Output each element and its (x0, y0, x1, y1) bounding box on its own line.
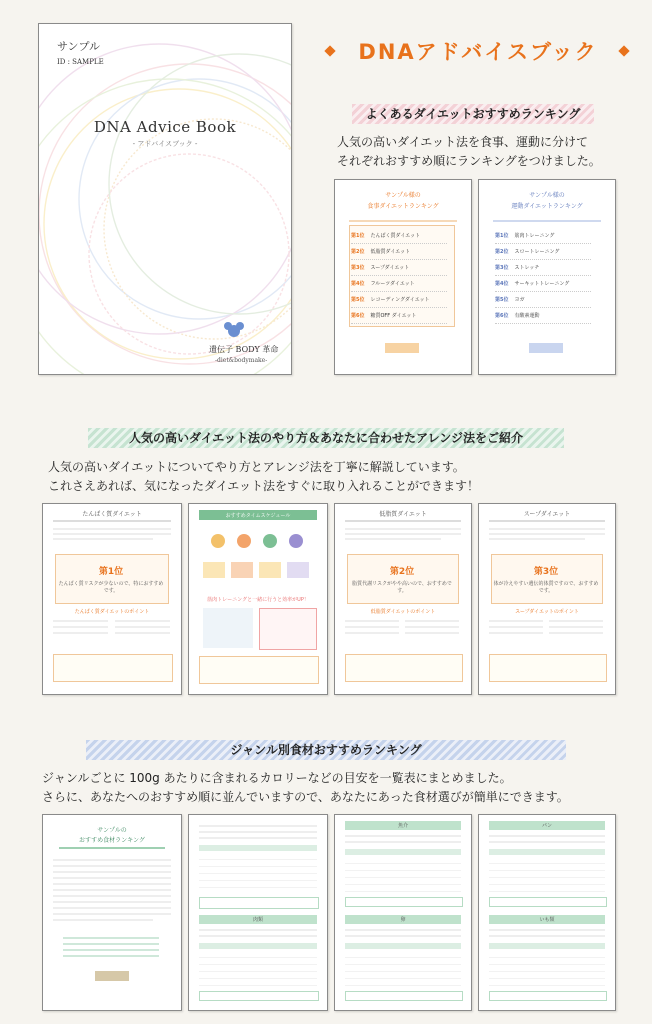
section3-band: ジャンル別食材おすすめランキング (86, 740, 566, 760)
page-title: DNAアドバイスブック (358, 40, 598, 64)
section2-band: 人気の高いダイエット法のやり方＆あなたに合わせたアレンジ法をご紹介 (88, 428, 564, 448)
food-page-4: パン いも類 (478, 814, 616, 1011)
method-page-2: おすすめタイムスケジュール 筋肉トレーニングと一緒に行うと効率がUP！ (188, 503, 328, 695)
method-page-1: たんぱく質ダイエット 第1位 たんぱく質リスクが少ないので、特におすすめです。 たんぱく質ダイエットのポイント (42, 503, 182, 695)
food-rank-2: 第2位 低脂質ダイエット (351, 246, 447, 260)
cover-brand: 遺伝子 BODY 革命 (209, 345, 279, 354)
exercise-ranking-head1: サンプル様の (529, 192, 565, 199)
food-ranking-page (334, 179, 472, 375)
exercise-rank-6: 第6位 有酸素運動 (495, 310, 591, 324)
cover-page (38, 23, 292, 375)
cover-sample-name: サンプル (57, 40, 101, 53)
food-ranking-head1: サンプル様の (385, 192, 421, 199)
section2-line-1: 人気の高いダイエットについてやり方とアレンジ法を丁寧に解説しています。 (48, 460, 465, 474)
method-page-4: スープダイエット 第3位 体が冷えやすい遺伝的体質ですので、おすすめです。 スープダイエットのポイント (478, 503, 616, 695)
cover-subtitle: - アドバイスブック - (132, 140, 198, 148)
section1-band: よくあるダイエットおすすめランキング (352, 104, 594, 124)
exercise-illustration (203, 608, 253, 648)
cover-ring-art (39, 24, 291, 374)
food-page-3: 魚介 卵 (334, 814, 472, 1011)
food-rank-4: 第4位 フルーツダイエット (351, 278, 447, 292)
section3-line-1: ジャンルごとに 100g あたりに含まれるカロリーなどの目安を一覧表にまとめました。 (42, 771, 512, 785)
exercise-rank-1: 第1位 筋肉トレーニング (495, 230, 591, 244)
cover-id: ID : SAMPLE (57, 58, 104, 66)
food-page-1: サンプルの おすすめ食材ランキング (42, 814, 182, 1011)
food-page-2: 肉類 (188, 814, 328, 1011)
food-rank-5: 第5位 レコーディングダイエット (351, 294, 447, 308)
exercise-ranking-page (478, 179, 616, 375)
food-ranking-head2: 食事ダイエットランキング (367, 203, 439, 210)
exercise-ranking-head2: 運動ダイエットランキング (511, 203, 583, 210)
food-ranking-badge (385, 343, 419, 353)
section2-line-2: これさえあれば、気になったダイエット法をすぐに取り入れることができます！ (48, 479, 480, 493)
method-page-3: 低脂質ダイエット 第2位 脂質代謝リスクがやや高いので、おすすめです。 低脂質ダイエットのポイント (334, 503, 472, 695)
food-rank-1: 第1位 たんぱく質ダイエット (351, 230, 447, 244)
exercise-rank-3: 第3位 ストレッチ (495, 262, 591, 276)
rose-logo-icon (224, 322, 244, 337)
exercise-rank-5: 第5位 ヨガ (495, 294, 591, 308)
section1-line-1: 人気の高いダイエット法を食事、運動に分けて (337, 135, 589, 149)
food-rank-3: 第3位 スープダイエット (351, 262, 447, 276)
exercise-rank-4: 第4位 サーキットトレーニング (495, 278, 591, 292)
exercise-ranking-badge (529, 343, 563, 353)
cover-brand-sub: -diet&bodymake- (215, 357, 268, 364)
section3-line-2: さらに、あなたへのおすすめ順に並んでいますので、あなたにあった食材選びが簡単にできます。 (42, 790, 569, 804)
cover-title: DNA Advice Book (93, 118, 237, 136)
food-rank-6: 第6位 糖質OFF ダイエット (351, 310, 447, 324)
exercise-rank-2: 第2位 スロートレーニング (495, 246, 591, 260)
section1-line-2: それぞれおすすめ順にランキングをつけました。 (337, 154, 601, 168)
